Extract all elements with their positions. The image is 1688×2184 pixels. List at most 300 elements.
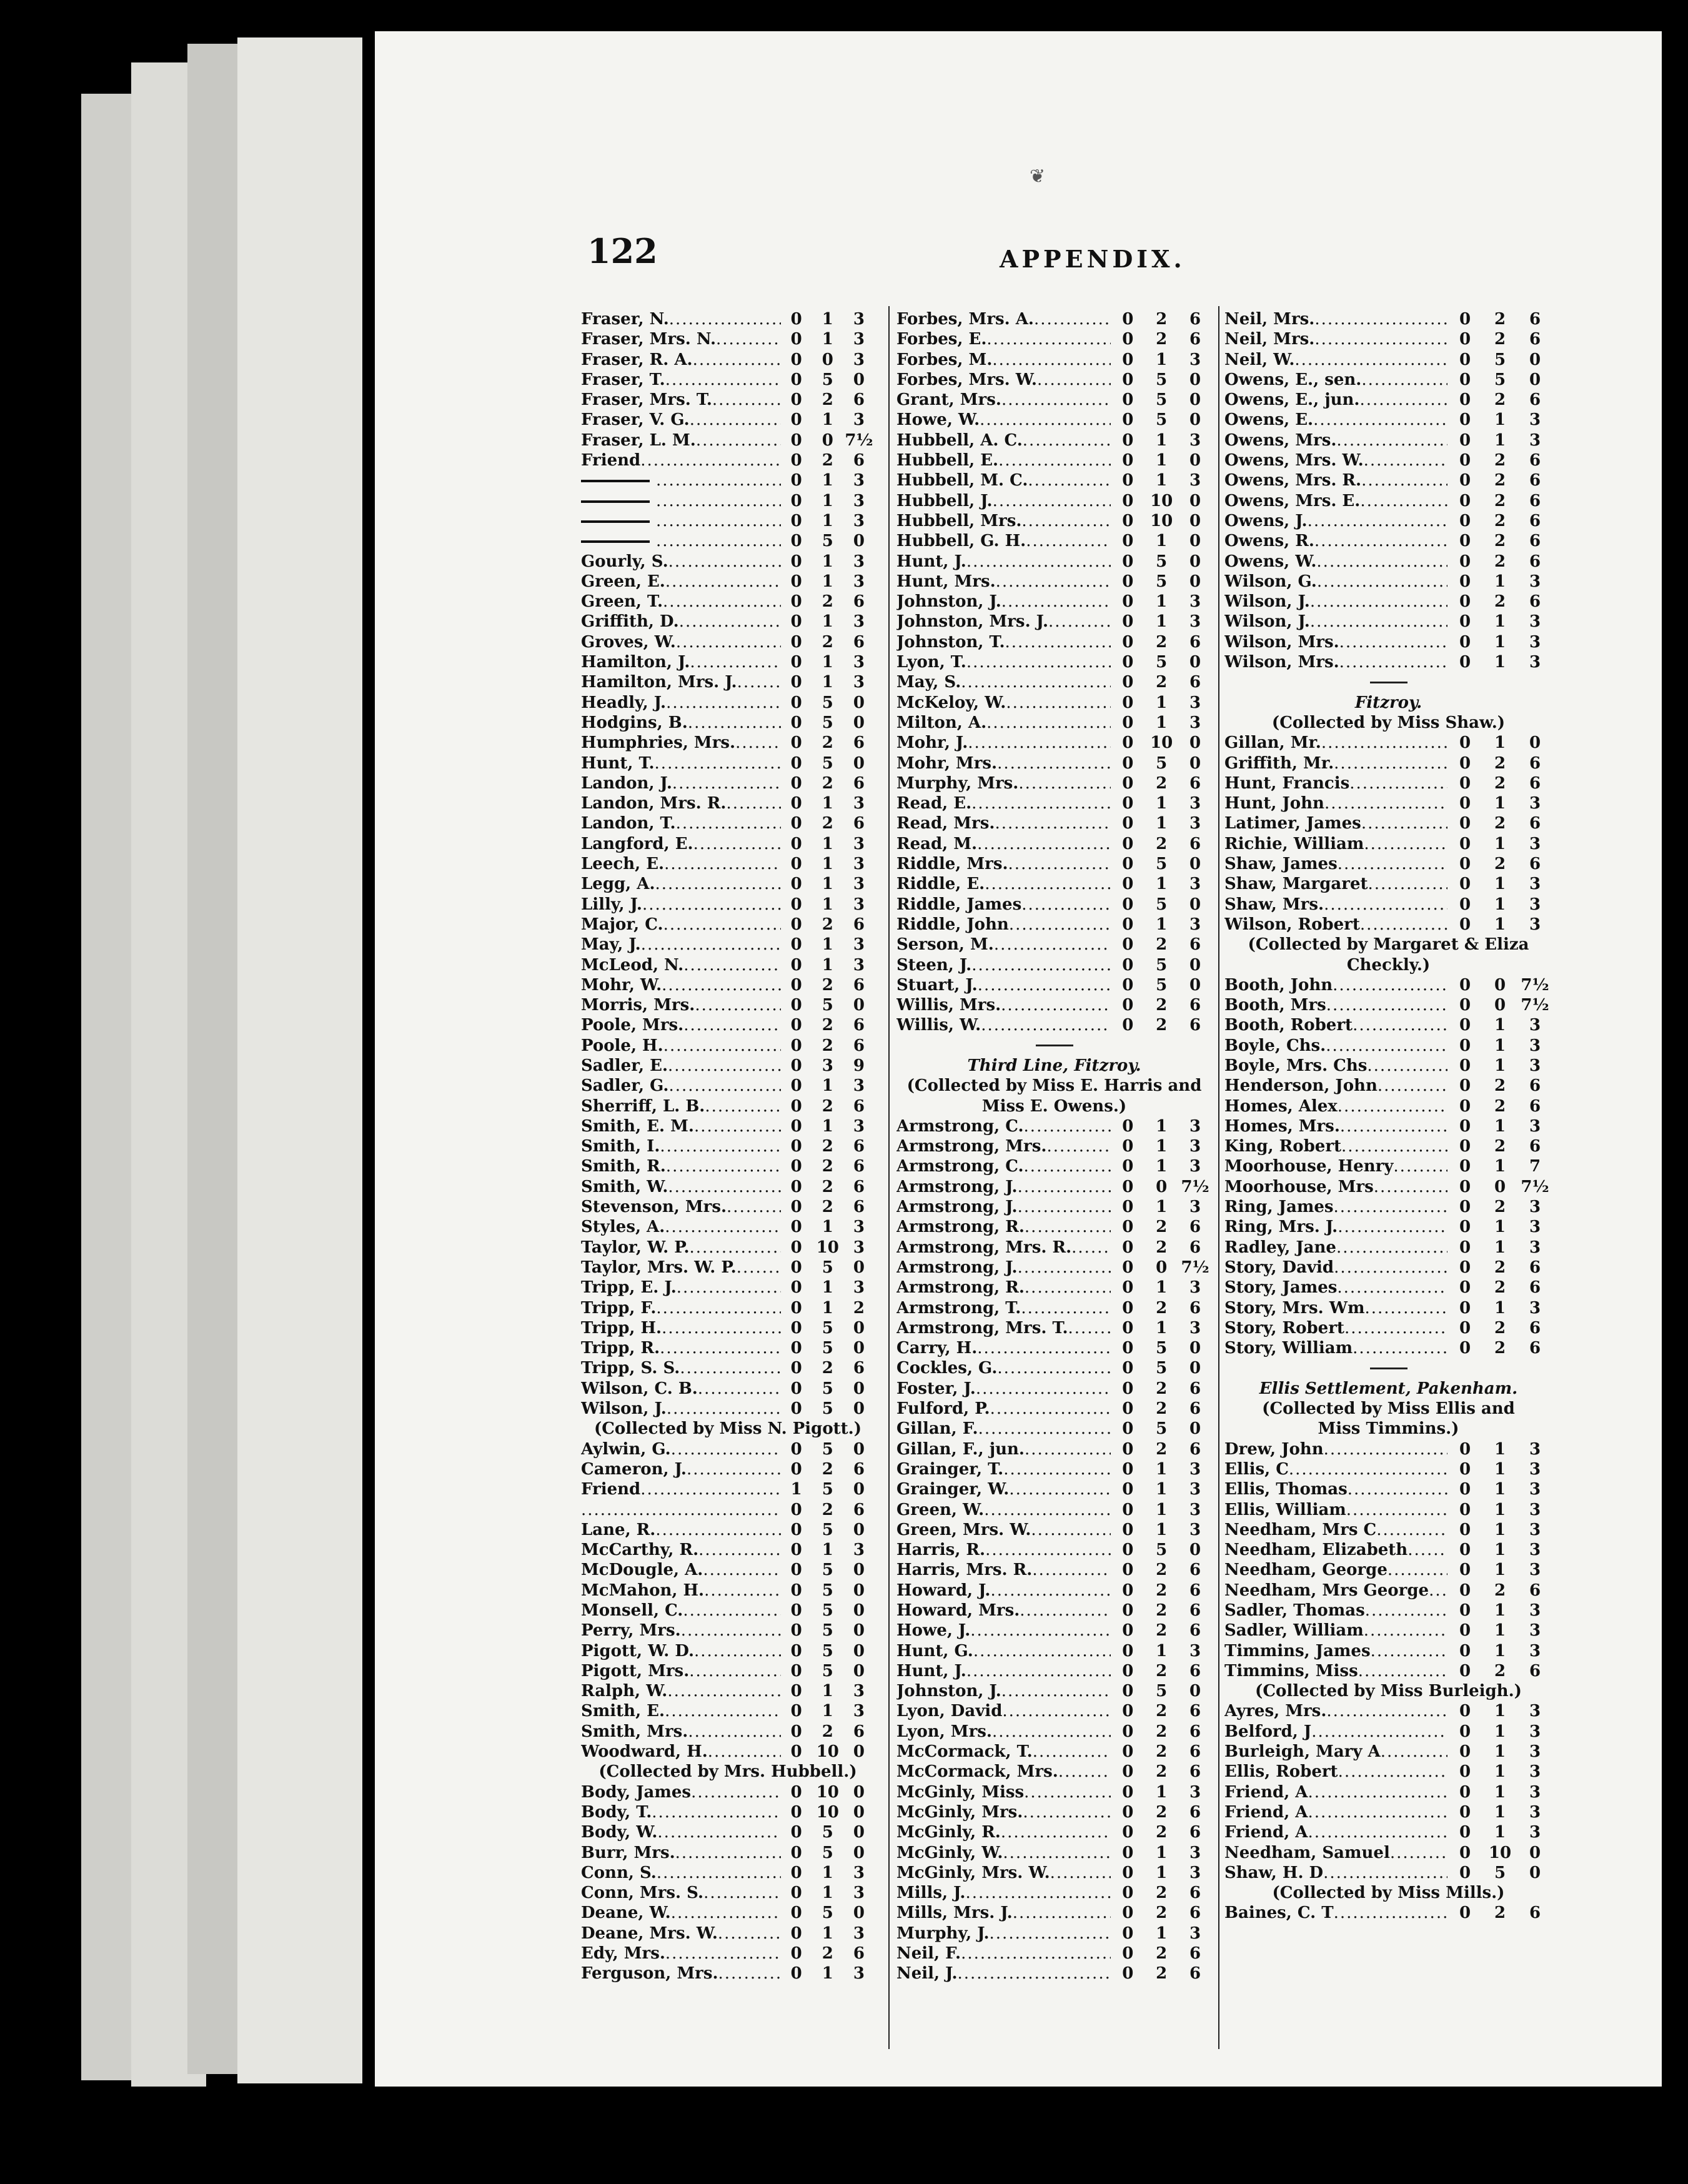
dot-leader bbox=[1001, 995, 1111, 1015]
amount-pence: 6 bbox=[1189, 1661, 1201, 1680]
dot-leader bbox=[1359, 390, 1447, 410]
subscriber-row bbox=[1224, 1701, 1552, 1721]
amount-shillings: 5 bbox=[822, 1561, 833, 1580]
subscriber-row bbox=[896, 450, 1212, 470]
amount-pounds: 0 bbox=[1122, 491, 1134, 510]
amount-pence: 0 bbox=[853, 1802, 865, 1822]
dot-leader bbox=[1334, 1197, 1447, 1217]
ditto-dash-mark bbox=[581, 500, 650, 503]
subscriber-name: McLeod, N. bbox=[581, 955, 684, 975]
subscriber-row bbox=[896, 1601, 1212, 1621]
amount-shillings: 1 bbox=[822, 552, 833, 571]
amount-shillings: 1 bbox=[822, 511, 833, 530]
amount-pounds: 0 bbox=[790, 1076, 802, 1096]
amount-shillings: 2 bbox=[822, 1016, 833, 1035]
amount bbox=[781, 1560, 875, 1580]
amount bbox=[781, 1258, 875, 1278]
amount-pounds: 0 bbox=[1122, 1359, 1134, 1378]
amount bbox=[1111, 572, 1212, 592]
dot-leader bbox=[703, 1560, 780, 1580]
dot-leader bbox=[1048, 612, 1111, 632]
amount-pounds: 0 bbox=[790, 1561, 802, 1580]
amount-pounds: 0 bbox=[1459, 552, 1471, 571]
amount-shillings: 1 bbox=[822, 310, 833, 329]
amount-pence: 3 bbox=[1189, 1278, 1201, 1298]
amount-shillings: 1 bbox=[822, 471, 833, 490]
amount-pence: 0 bbox=[1189, 1541, 1201, 1560]
amount-pounds: 0 bbox=[790, 794, 802, 813]
subscriber-row bbox=[896, 693, 1212, 713]
dot-leader bbox=[1023, 430, 1111, 450]
amount-shillings: 5 bbox=[822, 370, 833, 389]
collector-note: (Collected by Miss Ellis and bbox=[1262, 1399, 1515, 1419]
subscriber-name: Hubbell, A. C. bbox=[896, 430, 1023, 450]
subscriber-row bbox=[581, 309, 875, 329]
dot-leader bbox=[1009, 915, 1111, 935]
dot-leader bbox=[640, 1479, 780, 1499]
amount bbox=[1111, 531, 1212, 551]
amount-shillings: 2 bbox=[822, 1359, 833, 1378]
subscriber-row bbox=[1224, 1136, 1552, 1156]
amount bbox=[781, 1581, 875, 1601]
amount bbox=[1447, 430, 1552, 450]
dot-leader bbox=[663, 1036, 781, 1056]
amount-pounds: 0 bbox=[1122, 875, 1134, 894]
subscriber-name: Harris, R. bbox=[896, 1541, 986, 1560]
amount-pounds: 0 bbox=[1459, 350, 1471, 369]
amount-pounds: 0 bbox=[1122, 1016, 1134, 1035]
subscriber-row bbox=[1224, 1520, 1552, 1540]
subscriber-name: Forbes, Mrs. A. bbox=[896, 310, 1034, 329]
subscriber-name: Owens, Mrs. W. bbox=[1224, 451, 1364, 470]
subscriber-name: Riddle, E. bbox=[896, 875, 985, 894]
amount-pounds: 0 bbox=[1122, 1944, 1134, 1963]
amount bbox=[1447, 1601, 1552, 1621]
dot-leader bbox=[1378, 1076, 1447, 1096]
amount-pounds: 0 bbox=[790, 1722, 802, 1741]
amount-shillings: 2 bbox=[1494, 471, 1506, 490]
subscriber-row bbox=[1224, 552, 1552, 572]
amount-pounds: 0 bbox=[1122, 794, 1134, 813]
amount bbox=[1447, 813, 1552, 833]
amount bbox=[781, 652, 875, 672]
dot-leader bbox=[669, 309, 781, 329]
amount-shillings: 1 bbox=[822, 653, 833, 672]
subscriber-row bbox=[896, 1439, 1212, 1459]
amount-pence: 0 bbox=[853, 1823, 865, 1842]
amount-pence: 0 bbox=[853, 1339, 865, 1358]
amount-shillings: 5 bbox=[822, 1439, 833, 1459]
amount-pence: 0 bbox=[853, 693, 865, 712]
amount-pence: 3 bbox=[1529, 1742, 1541, 1762]
subscriber-name: Hamilton, Mrs. J. bbox=[581, 673, 737, 692]
amount-pounds: 0 bbox=[1122, 430, 1134, 450]
amount-shillings: 5 bbox=[822, 713, 833, 732]
amount-pence: 0 bbox=[1529, 350, 1541, 369]
amount-pounds: 0 bbox=[790, 693, 802, 712]
dot-leader bbox=[1289, 1459, 1447, 1479]
amount bbox=[1447, 511, 1552, 531]
amount-pounds: 0 bbox=[1459, 1439, 1471, 1459]
amount-shillings: 2 bbox=[1156, 1016, 1168, 1035]
amount-shillings: 2 bbox=[1494, 552, 1506, 571]
dot-leader bbox=[1390, 1843, 1447, 1863]
amount-pence: 6 bbox=[1189, 1944, 1201, 1963]
amount-pounds: 0 bbox=[1459, 1137, 1471, 1156]
amount-pence: 3 bbox=[1189, 713, 1201, 732]
subscriber-row bbox=[1224, 1338, 1552, 1358]
amount-pence: 3 bbox=[1529, 1621, 1541, 1640]
subscriber-row bbox=[581, 1439, 875, 1459]
subscriber-row bbox=[896, 834, 1212, 854]
dot-leader bbox=[976, 1379, 1111, 1399]
amount-shillings: 1 bbox=[1494, 875, 1506, 894]
amount-pounds: 0 bbox=[790, 773, 802, 793]
amount-pounds: 0 bbox=[790, 673, 802, 692]
amount-pounds: 0 bbox=[790, 1278, 802, 1298]
dot-leader bbox=[666, 693, 781, 713]
subscriber-name: Conn, S. bbox=[581, 1863, 657, 1882]
dot-leader bbox=[1308, 1822, 1447, 1842]
amount bbox=[781, 1338, 875, 1358]
amount-pence: 3 bbox=[1189, 1157, 1201, 1176]
amount-pence: 6 bbox=[1529, 491, 1541, 510]
amount-pence: 0 bbox=[1529, 370, 1541, 389]
amount-pounds: 0 bbox=[790, 834, 802, 853]
subscriber-name: Fulford, P. bbox=[896, 1399, 990, 1419]
subscriber-name: Lyon, David bbox=[896, 1702, 1003, 1721]
subscriber-row bbox=[581, 1520, 875, 1540]
subscriber-row bbox=[896, 1520, 1212, 1540]
collector-note: (Collected by Margaret & Eliza bbox=[1248, 935, 1529, 955]
amount-shillings: 1 bbox=[1494, 794, 1506, 813]
subscriber-name: Booth, Robert bbox=[1224, 1016, 1353, 1035]
amount-pence: 0 bbox=[1189, 451, 1201, 470]
amount-pence: 3 bbox=[1189, 350, 1201, 369]
amount-pounds: 0 bbox=[790, 1096, 802, 1116]
subscriber-name: King, Robert bbox=[1224, 1137, 1342, 1156]
dot-leader bbox=[1337, 1278, 1447, 1298]
subscriber-row bbox=[1224, 1500, 1552, 1520]
dot-leader bbox=[1071, 1238, 1111, 1258]
amount-shillings: 1 bbox=[1494, 612, 1506, 632]
amount-shillings: 2 bbox=[1156, 1944, 1168, 1963]
amount bbox=[1111, 470, 1212, 490]
subscriber-row bbox=[581, 552, 875, 572]
amount-pence: 0 bbox=[1189, 410, 1201, 430]
dot-leader bbox=[1323, 1863, 1447, 1883]
amount-pounds: 0 bbox=[790, 1884, 802, 1903]
section-heading: Ellis Settlement, Pakenham. bbox=[1259, 1379, 1518, 1398]
subscriber-name: Sherriff, L. B. bbox=[581, 1096, 705, 1116]
subscriber-name: Shaw, Margaret bbox=[1224, 875, 1368, 894]
amount-pounds: 0 bbox=[1459, 592, 1471, 612]
amount-pounds: 0 bbox=[790, 855, 802, 874]
amount-pounds: 0 bbox=[790, 1923, 802, 1943]
subscriber-row bbox=[896, 612, 1212, 632]
subscriber-name: Hunt, G. bbox=[896, 1641, 973, 1660]
dot-leader bbox=[1028, 470, 1111, 490]
subscriber-name: Owens, W. bbox=[1224, 552, 1317, 571]
subscriber-row bbox=[581, 1197, 875, 1217]
subscriber-row bbox=[581, 1903, 875, 1923]
subscriber-name: Hubbell, M. C. bbox=[896, 471, 1028, 490]
amount-pounds: 0 bbox=[790, 1641, 802, 1660]
subscriber-row bbox=[1224, 1278, 1552, 1298]
amount bbox=[1447, 1459, 1552, 1479]
amount-pounds: 0 bbox=[1122, 733, 1134, 753]
amount-pence: 6 bbox=[1189, 1621, 1201, 1640]
amount bbox=[781, 915, 875, 935]
amount-pounds: 0 bbox=[790, 1157, 802, 1176]
amount bbox=[1111, 975, 1212, 995]
amount-pounds: 0 bbox=[1459, 451, 1471, 470]
amount-pence: 3 bbox=[1189, 1198, 1201, 1217]
amount-pounds: 0 bbox=[790, 996, 802, 1015]
amount bbox=[781, 1903, 875, 1923]
subscriber-row bbox=[896, 753, 1212, 773]
subscriber-row bbox=[896, 1560, 1212, 1580]
amount-pounds: 0 bbox=[790, 1581, 802, 1600]
amount-shillings: 0 bbox=[822, 350, 833, 369]
dot-leader bbox=[1334, 1258, 1447, 1278]
subscriber-row bbox=[581, 1479, 875, 1499]
amount-shillings: 1 bbox=[1494, 1238, 1506, 1257]
amount-pence: 3 bbox=[1189, 814, 1201, 833]
dot-leader bbox=[1002, 1701, 1111, 1721]
dot-leader bbox=[665, 572, 781, 592]
amount-pounds: 0 bbox=[1459, 1500, 1471, 1519]
amount-pence: 0 bbox=[1189, 955, 1201, 975]
dot-leader bbox=[705, 1096, 780, 1116]
amount-shillings: 5 bbox=[822, 1621, 833, 1640]
collector-note: (Collected by Miss Mills.) bbox=[1272, 1884, 1505, 1903]
amount bbox=[781, 1943, 875, 1963]
dot-leader bbox=[693, 834, 781, 854]
amount-shillings: 2 bbox=[822, 814, 833, 833]
subscriber-name: McKeloy, W. bbox=[896, 693, 1006, 712]
amount-pounds: 0 bbox=[1122, 552, 1134, 571]
subscriber-name: Willis, Mrs. bbox=[896, 996, 1001, 1015]
amount bbox=[1111, 491, 1212, 511]
dot-leader bbox=[1310, 612, 1447, 632]
amount-pence: 3 bbox=[1529, 572, 1541, 591]
amount-shillings: 1 bbox=[822, 1278, 833, 1298]
amount bbox=[1111, 1802, 1212, 1822]
amount-pounds: 0 bbox=[1459, 1096, 1471, 1116]
dot-leader bbox=[718, 1923, 781, 1943]
amount-shillings: 1 bbox=[1494, 1480, 1506, 1499]
subscriber-row bbox=[1224, 632, 1552, 652]
amount-pence: 3 bbox=[853, 653, 865, 672]
amount-pence: 6 bbox=[1529, 1278, 1541, 1298]
amount-pounds: 0 bbox=[790, 310, 802, 329]
dot-leader bbox=[1046, 1136, 1111, 1156]
amount-pence: 0 bbox=[1189, 390, 1201, 410]
amount-pounds: 0 bbox=[1122, 814, 1134, 833]
subscriber-row bbox=[581, 1963, 875, 1983]
amount-shillings: 10 bbox=[1150, 511, 1173, 530]
amount-shillings: 2 bbox=[1494, 1339, 1506, 1358]
subscriber-row bbox=[896, 854, 1212, 874]
amount-pence: 6 bbox=[1189, 1581, 1201, 1600]
amount-pounds: 0 bbox=[790, 410, 802, 430]
amount-pence: 6 bbox=[1529, 753, 1541, 773]
amount-pounds: 0 bbox=[790, 471, 802, 490]
amount bbox=[1447, 410, 1552, 430]
subscriber-name: Mohr, J. bbox=[896, 733, 968, 753]
amount-shillings: 1 bbox=[1156, 1520, 1168, 1539]
amount-pounds: 0 bbox=[1459, 632, 1471, 652]
amount-shillings: 2 bbox=[1156, 1399, 1168, 1419]
amount-shillings: 1 bbox=[1494, 1742, 1506, 1762]
amount-shillings: 5 bbox=[1156, 653, 1168, 672]
dot-leader bbox=[1001, 1681, 1111, 1701]
dot-leader bbox=[1336, 430, 1447, 450]
amount-pounds: 0 bbox=[1122, 1541, 1134, 1560]
amount-pence: 6 bbox=[1529, 1076, 1541, 1096]
amount-pence: 3 bbox=[1529, 1500, 1541, 1519]
subscriber-row bbox=[581, 1156, 875, 1176]
amount-pounds: 0 bbox=[1459, 1661, 1471, 1680]
amount-pounds: 0 bbox=[1459, 1480, 1471, 1499]
amount-shillings: 1 bbox=[1494, 1762, 1506, 1782]
amount bbox=[1447, 1156, 1552, 1176]
amount bbox=[781, 1540, 875, 1560]
subscriber-row bbox=[581, 693, 875, 713]
amount-pence: 3 bbox=[853, 1238, 865, 1257]
amount bbox=[1111, 773, 1212, 793]
amount-pounds: 0 bbox=[1122, 592, 1134, 612]
amount-pounds: 0 bbox=[1122, 1561, 1134, 1580]
amount-pounds: 0 bbox=[1459, 875, 1471, 894]
amount-shillings: 1 bbox=[822, 612, 833, 632]
subscriber-row bbox=[581, 652, 875, 672]
amount bbox=[781, 1520, 875, 1540]
ditto-dash-mark bbox=[581, 540, 650, 543]
dot-leader bbox=[1024, 1156, 1111, 1176]
amount-shillings: 2 bbox=[1494, 1661, 1506, 1680]
amount-shillings: 2 bbox=[1494, 1278, 1506, 1298]
dot-leader bbox=[1024, 1116, 1111, 1136]
amount bbox=[1111, 1136, 1212, 1156]
amount-pence: 7½ bbox=[1181, 1258, 1209, 1277]
amount-pounds: 0 bbox=[1122, 1459, 1134, 1479]
amount bbox=[781, 1136, 875, 1156]
amount-pence: 7 bbox=[1529, 1157, 1541, 1176]
amount-pence: 7½ bbox=[1521, 975, 1549, 995]
amount-pence: 0 bbox=[853, 1480, 865, 1499]
amount bbox=[1447, 491, 1552, 511]
amount-pence: 3 bbox=[1189, 1923, 1201, 1943]
amount bbox=[1447, 1722, 1552, 1742]
dot-leader bbox=[735, 733, 781, 753]
amount bbox=[1111, 1641, 1212, 1661]
collector-note: (Collected by Miss N. Pigott.) bbox=[593, 1419, 862, 1439]
amount-shillings: 1 bbox=[1156, 1641, 1168, 1660]
dot-leader bbox=[657, 1822, 780, 1842]
amount-shillings: 1 bbox=[822, 1884, 833, 1903]
subscriber-name: Johnston, Mrs. J. bbox=[896, 612, 1049, 632]
amount bbox=[1111, 1177, 1212, 1197]
subscriber-name: Howe, J. bbox=[896, 1621, 971, 1640]
subscriber-name: Wilson, J. bbox=[581, 1399, 667, 1419]
amount-shillings: 1 bbox=[1156, 532, 1168, 551]
amount-pence: 3 bbox=[1529, 1802, 1541, 1822]
subscriber-name: Booth, Mrs bbox=[1224, 996, 1326, 1015]
amount bbox=[1111, 1459, 1212, 1479]
dot-leader bbox=[1001, 592, 1111, 612]
ditto-dash-mark bbox=[581, 520, 650, 523]
dot-leader bbox=[704, 1581, 781, 1601]
amount-shillings: 5 bbox=[822, 532, 833, 551]
subscriber-name: Friend bbox=[581, 1480, 641, 1499]
subscriber-row bbox=[896, 1722, 1212, 1742]
amount-shillings: 1 bbox=[822, 1923, 833, 1943]
amount bbox=[1447, 1197, 1552, 1217]
subscriber-name: Shaw, James bbox=[1224, 855, 1338, 874]
ditto-dash bbox=[581, 491, 656, 511]
column-rule bbox=[1218, 306, 1219, 2049]
amount-shillings: 1 bbox=[1156, 713, 1168, 732]
amount bbox=[781, 975, 875, 995]
amount bbox=[781, 1601, 875, 1621]
amount-shillings: 1 bbox=[1156, 350, 1168, 369]
subscriber-name: Howard, J. bbox=[896, 1581, 991, 1600]
amount-pence: 3 bbox=[853, 673, 865, 692]
subscriber-name: Steen, J. bbox=[896, 955, 972, 975]
amount-pence: 6 bbox=[853, 1157, 865, 1176]
subscriber-name: Owens, Mrs. R. bbox=[1224, 471, 1362, 490]
amount-shillings: 1 bbox=[822, 895, 833, 914]
amount-pounds: 0 bbox=[790, 1601, 802, 1620]
amount-pence: 3 bbox=[1189, 471, 1201, 490]
subscriber-row bbox=[1224, 1782, 1552, 1802]
dot-leader bbox=[1339, 652, 1447, 672]
dot-leader bbox=[1344, 1318, 1447, 1338]
amount bbox=[781, 450, 875, 470]
amount-pounds: 0 bbox=[790, 1964, 802, 1983]
amount-pounds: 0 bbox=[790, 1702, 802, 1721]
subscriber-name: Armstrong, R. bbox=[896, 1278, 1025, 1298]
subscriber-name: Hunt, John bbox=[1224, 794, 1324, 813]
dot-leader bbox=[671, 1903, 781, 1923]
amount-pounds: 0 bbox=[1122, 370, 1134, 389]
subscriber-name: Foster, J. bbox=[896, 1379, 976, 1398]
dot-leader bbox=[1308, 511, 1447, 531]
dot-leader bbox=[1340, 1116, 1447, 1136]
amount-pence: 0 bbox=[1189, 1339, 1201, 1358]
dot-leader bbox=[1037, 370, 1111, 390]
amount-shillings: 1 bbox=[1494, 1116, 1506, 1136]
amount-shillings: 1 bbox=[1494, 1601, 1506, 1620]
amount-pounds: 0 bbox=[790, 1379, 802, 1398]
amount bbox=[1447, 995, 1552, 1015]
dot-leader bbox=[1032, 1560, 1111, 1580]
amount-shillings: 2 bbox=[1156, 1802, 1168, 1822]
amount-pounds: 0 bbox=[1459, 1036, 1471, 1055]
amount-pence: 0 bbox=[1189, 733, 1201, 753]
amount-shillings: 0 bbox=[1156, 1177, 1168, 1196]
subscriber-row bbox=[896, 1581, 1212, 1601]
subscriber-row bbox=[1224, 773, 1552, 793]
dot-leader bbox=[1324, 793, 1447, 813]
subscriber-row bbox=[1224, 1318, 1552, 1338]
amount-pence: 6 bbox=[853, 1722, 865, 1741]
subscriber-name: Booth, John bbox=[1224, 975, 1333, 995]
amount-shillings: 2 bbox=[1156, 1964, 1168, 1983]
subscriber-row bbox=[581, 895, 875, 915]
